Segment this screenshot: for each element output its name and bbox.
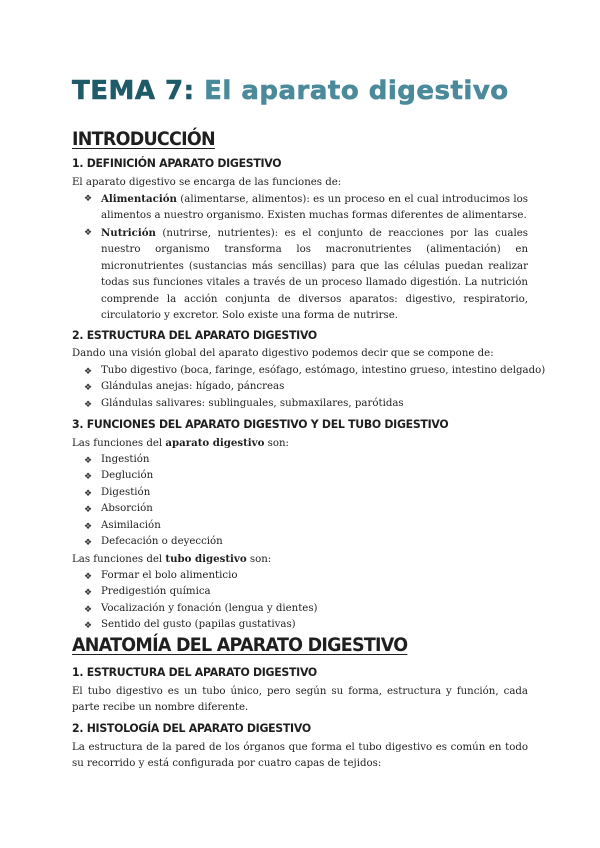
funciones-lead-2	[72, 551, 271, 568]
heading-anatomia: ANATOMÍA DEL APARATO DIGESTIVO	[72, 634, 408, 656]
lead2-post: son:	[246, 554, 272, 565]
bullet-icon: ❖	[84, 400, 93, 410]
list-item: Digestión	[101, 487, 151, 498]
list-item: Predigestión química	[101, 586, 211, 597]
bullet-icon: ❖	[84, 367, 93, 377]
heading-estructura-anatomia: 1. ESTRUCTURA DEL APARATO DIGESTIVO	[72, 665, 317, 679]
page-title	[72, 76, 509, 106]
list-item: Glándulas anejas: hígado, páncreas	[101, 381, 285, 392]
heading-funciones: 3. FUNCIONES DEL APARATO DIGESTIVO Y DEL TUBO DIGESTIVO	[72, 417, 449, 431]
bullet-icon: ❖	[84, 472, 93, 482]
bullet-icon: ❖	[84, 456, 93, 466]
bullet-icon: ❖	[84, 489, 93, 499]
list-item: Formar el bolo alimenticio	[101, 570, 238, 581]
list-item: Defecación o deyección	[101, 536, 223, 547]
funciones-lead-1	[72, 435, 289, 452]
title-rest: El aparato digestivo	[204, 76, 509, 106]
list-item: Ingestión	[101, 454, 150, 465]
list-item: Glándulas salivares: sublinguales, submaxilares, parótidas	[101, 398, 404, 409]
bullet-icon: ❖	[84, 383, 93, 393]
heading-definicion: 1. DEFINICIÓN APARATO DIGESTIVO	[72, 156, 282, 170]
bullet-icon: ❖	[84, 588, 93, 598]
bullet-nutricion	[101, 225, 528, 324]
lead1-pre: Las funciones del	[72, 438, 166, 449]
heading-introduccion: INTRODUCCIÓN	[72, 128, 215, 150]
histologia-text: La estructura de la pared de los órganos que forma el tubo digestivo es común en todo su recorrido y está configurada por cuatro capas de tejidos:	[72, 742, 528, 770]
lead1-post: son:	[264, 438, 289, 449]
lead2-pre: Las funciones del	[72, 554, 166, 565]
list-item: Tubo digestivo (boca, faringe, esófago, estómago, intestino grueso, intestino delgado)	[101, 365, 546, 376]
heading-estructura: 2. ESTRUCTURA DEL APARATO DIGESTIVO	[72, 328, 317, 342]
term-nutricion: Nutrición	[101, 227, 156, 239]
bullet-icon: ❖	[84, 605, 93, 615]
text-alimentacion: (alimentarse, alimentos): es un proceso en el cual introducimos los alimentos a nuestro organismo. Existen muchas formas diferentes de alimentarse.	[101, 194, 528, 222]
list-item: Deglución	[101, 470, 154, 481]
bullet-icon: ❖	[84, 505, 93, 515]
heading-histologia: 2. HISTOLOGÍA DEL APARATO DIGESTIVO	[72, 721, 311, 735]
list-item: Vocalización y fonación (lengua y dientes)	[101, 603, 318, 614]
definicion-lead: El aparato digestivo se encarga de las funciones de:	[72, 177, 342, 188]
bullet-icon: ❖	[84, 538, 93, 548]
bullet-icon: ❖	[84, 228, 93, 238]
estructura-anatomia-text: El tubo digestivo es un tubo único, pero según su forma, estructura y función, cada parte recibe un nombre diferente.	[72, 686, 528, 714]
bullet-icon: ❖	[84, 572, 93, 582]
bullet-icon: ❖	[84, 522, 93, 532]
list-item: Sentido del gusto (papilas gustativas)	[101, 619, 296, 630]
list-item: Absorción	[101, 503, 153, 514]
lead2-bold: tubo digestivo	[165, 553, 247, 565]
title-prefix: TEMA 7:	[72, 76, 195, 106]
bullet-icon: ❖	[84, 194, 93, 204]
estructura-lead: Dando una visión global del aparato digestivo podemos decir que se compone de:	[72, 348, 494, 359]
term-alimentacion: Alimentación	[101, 193, 177, 205]
lead1-bold: aparato digestivo	[165, 437, 265, 449]
text-nutricion: (nutrirse, nutrientes): es el conjunto de reacciones por las cuales nuestro organismo transforma los macronutrientes (alimentación) en micronutrientes (sustancias más sencillas) para que las células puedan realizar todas sus funciones vitales a través de un proceso llamado digestión. La nutrición comprende la acción conjunta de diversos aparatos: digestivo, respiratorio, circulatorio y excretor. Solo existe una forma de nutrirse.	[101, 228, 528, 322]
list-item: Asimilación	[101, 520, 161, 531]
bullet-icon: ❖	[84, 621, 93, 631]
bullet-alimentacion	[101, 191, 528, 225]
